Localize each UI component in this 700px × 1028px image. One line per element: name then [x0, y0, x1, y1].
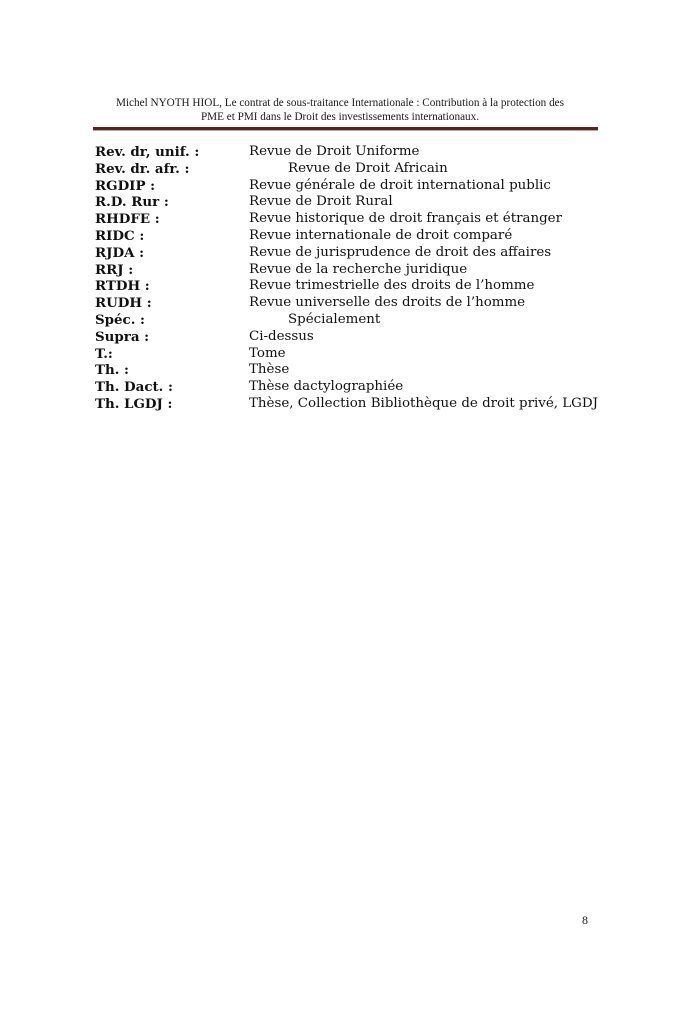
abbreviation-meaning: Revue universelle des droits de l’homme [249, 295, 526, 311]
abbreviation-row [95, 329, 605, 346]
page-number: 8 [582, 913, 588, 927]
abbreviation-row [95, 346, 605, 363]
header-line-1: Michel NYOTH HIOL, Le contrat de sous-traitance Internationale : Contribution à la protection des [116, 97, 564, 109]
abbreviation-row [95, 295, 605, 312]
abbreviation-meaning: Thèse dactylographiée [249, 379, 404, 395]
abbreviation-term: Th. : [95, 362, 129, 379]
abbreviation-meaning: Revue internationale de droit comparé [249, 227, 513, 243]
abbreviation-meaning: Revue générale de droit international public [249, 177, 551, 193]
abbreviation-row [95, 362, 605, 379]
abbreviation-meaning: Revue de la recherche juridique [249, 261, 468, 277]
abbreviation-term: Th. Dact. : [95, 379, 173, 396]
abbreviation-row [95, 262, 605, 279]
abbreviation-row [95, 194, 605, 211]
abbreviation-row [95, 161, 605, 178]
abbreviation-meaning: Thèse [249, 362, 290, 378]
abbreviation-term: RUDH : [95, 295, 152, 312]
abbreviation-meaning: Tome [249, 345, 286, 361]
abbreviation-meaning: Spécialement [288, 311, 381, 327]
abbreviation-term: Spéc. : [95, 311, 145, 328]
abbreviation-term: RIDC : [95, 227, 145, 244]
abbreviation-term: RGDIP : [95, 177, 156, 194]
abbreviation-term: T.: [95, 345, 113, 362]
abbreviation-meaning: Revue trimestrielle des droits de l’homme [249, 278, 535, 294]
abbreviation-term: RRJ : [95, 261, 134, 278]
abbreviation-row [95, 178, 605, 195]
abbreviation-row [95, 144, 605, 161]
abbreviation-row [95, 245, 605, 262]
abbreviation-meaning: Revue de Droit Uniforme [249, 144, 420, 159]
abbreviation-row [95, 379, 605, 396]
abbreviation-term: Rev. dr. afr. : [95, 160, 190, 177]
abbreviation-term: RTDH : [95, 278, 150, 295]
running-header [80, 96, 600, 124]
abbreviation-list [95, 144, 605, 413]
abbreviation-meaning: Revue historique de droit français et étranger [249, 211, 562, 227]
abbreviation-row [95, 228, 605, 245]
abbreviation-meaning: Revue de Droit Rural [249, 194, 393, 210]
abbreviation-term: Rev. dr, unif. : [95, 144, 200, 160]
abbreviation-row [95, 312, 605, 329]
header-line-2: PME et PMI dans le Droit des investissements internationaux. [200, 111, 480, 123]
abbreviation-term: RHDFE : [95, 211, 160, 228]
abbreviation-term: Supra : [95, 328, 150, 345]
abbreviation-row [95, 396, 605, 413]
abbreviation-meaning: Revue de Droit Africain [288, 160, 448, 176]
abbreviation-row [95, 278, 605, 295]
abbreviation-term: R.D. Rur : [95, 194, 169, 211]
abbreviation-term: RJDA : [95, 244, 145, 261]
abbreviation-row [95, 211, 605, 228]
header-divider [93, 127, 598, 131]
abbreviation-meaning: Thèse, Collection Bibliothèque de droit privé, LGDJ [249, 395, 598, 411]
abbreviation-meaning: Ci-dessus [249, 328, 314, 344]
abbreviation-term: Th. LGDJ : [95, 395, 173, 412]
abbreviation-meaning: Revue de jurisprudence de droit des affaires [249, 244, 552, 260]
